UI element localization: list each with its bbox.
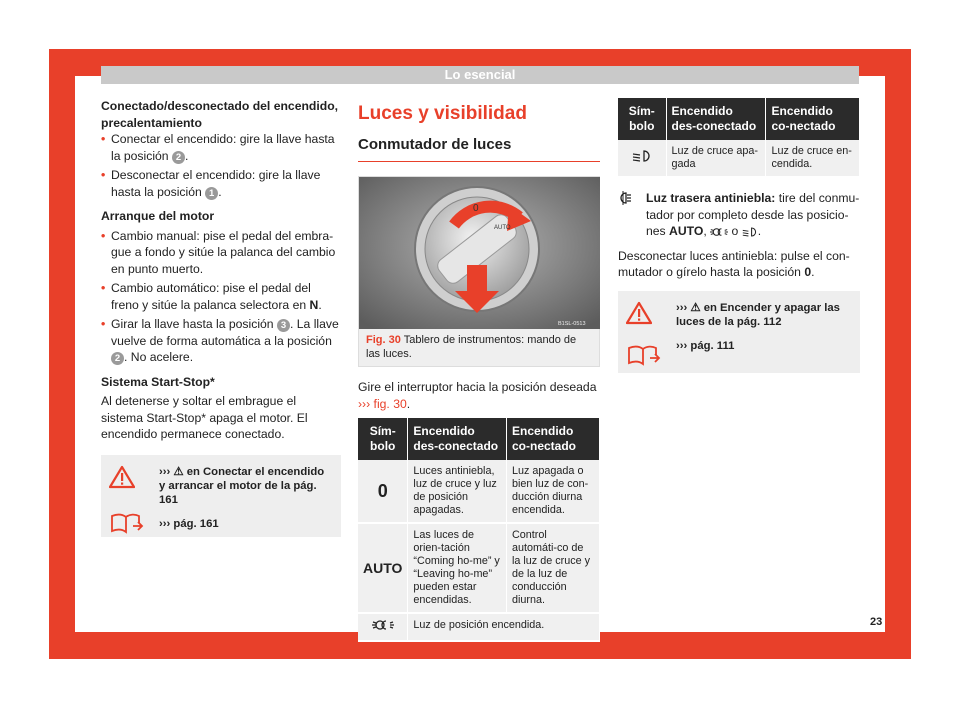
low-beam-icon [742,227,758,237]
figure-light-switch [358,176,600,367]
knob-label-auto: AUTO [494,225,511,231]
table-row [358,523,600,613]
page-reference-link[interactable]: ››› pág. 111 [676,339,735,352]
low-beam-icon [632,150,652,162]
symbol-cell: 0 [358,460,408,523]
side-light-icon [372,619,394,631]
light-switch-image [359,177,600,329]
warning-link[interactable]: ››› ⚠ en Conectar el encendido y arrancar el motor de la pág. 161 [159,465,325,506]
table-header-row [618,98,860,140]
start-stop-text: Al detenerse y soltar el embrague el sistema Start-Stop* apaga el motor. El encendido permanece conectado. [101,394,308,441]
fog-light-paragraph: Luz trasera antiniebla: tire del conmu-tador por completo desde las posicio-nes AUTO, o . [618,190,860,240]
figure-number: Fig. 30 [366,334,401,346]
warning-box [618,291,860,373]
position-number: 2 [172,151,185,164]
table-header: Encendido co-nectado [507,418,600,460]
warning-icon [626,301,652,325]
table-cell: Control automáti-co de la luz de cruce y de la luz de conducción diurna. [507,523,600,613]
warning-icon [109,465,135,489]
table-header: Sím-bolo [618,98,666,140]
book-icon [626,343,662,367]
column-left [101,98,341,537]
bullet-ignition-on: • Conectar el encendido: gire la llave hasta la posición 2 . [101,131,341,164]
table-cell: Las luces de orien-tación “Coming ho-me” y “Leaving ho-me” pueden estar encendidas. [408,523,507,613]
bullet-turn-key: • Girar la llave hasta la posición 3 . La llave vuelve de forma automática a la posición 2 . No acelere. [101,316,341,366]
figure-link[interactable]: ››› fig. 30 [358,396,407,411]
warning-box [101,455,341,537]
table-cell: Luz de cruce en-cendida. [766,140,860,177]
table-header: Encendido des-conectado [666,98,766,140]
table-row [358,460,600,523]
symbol-cell [618,140,666,177]
light-switch-table [358,418,600,642]
bullet-ignition-off: • Desconectar el encendido: gire la llave hasta la posición 1 . [101,167,341,200]
bullet-manual: • Cambio manual: pise el pedal del embra-gue a fondo y sitúe la palanca del cambio en punto muerto. [101,228,341,278]
section-title: Conmutador de luces [358,135,600,162]
book-icon [109,511,145,535]
position-number: 1 [205,187,218,200]
table-header: Sím-bolo [358,418,408,460]
page-reference-link[interactable]: ››› pág. 161 [159,517,219,530]
position-number: 2 [111,352,124,365]
table-header: Encendido co-nectado [766,98,860,140]
fog-off-paragraph: Desconectar luces antiniebla: pulse el con-mutador o gírelo hasta la posición 0. [618,248,850,279]
column-right [618,98,860,373]
intro-text: Gire el interruptor hacia la posición deseada ››› fig. 30. [358,380,597,411]
table-cell: Luz de posición encendida. [408,613,600,641]
chapter-title: Luces y visibilidad [358,103,527,124]
page-header: Lo esencial [101,66,859,84]
table-cell: Luz apagada o bien luz de con-ducción diurna encendida. [507,460,600,523]
section-heading-engine-start: Arranque del motor [101,209,215,223]
knob-label-zero: 0 [473,203,479,214]
side-light-icon [710,227,728,237]
image-code: B1SL-0513 [558,321,586,327]
table-cell: Luz de cruce apa-gada [666,140,766,177]
table-row [358,613,600,641]
column-middle [358,98,600,642]
table-cell: Luces antiniebla, luz de cruce y luz de posición apagadas. [408,460,507,523]
section-heading-ignition: Conectado/desconectado del encendido, precalentamiento [101,99,339,130]
low-beam-table [618,98,860,178]
page-number: 23 [870,616,883,628]
auto-symbol: AUTO [669,224,704,238]
rear-fog-light-icon [618,191,632,205]
table-header: Encendido des-conectado [408,418,507,460]
table-header-row [358,418,600,460]
bullet-automatic: • Cambio automático: pise el pedal del freno y sitúe la palanca selectora en N. [101,280,341,313]
section-heading-start-stop: Sistema Start-Stop* [101,374,215,389]
figure-caption: Fig. 30 Tablero de instrumentos: mando de las luces. [359,329,599,366]
symbol-cell [358,613,408,641]
symbol-cell: AUTO [358,523,408,613]
position-number: 3 [277,319,290,332]
table-row [618,140,860,177]
warning-link[interactable]: ››› ⚠ en Encender y apagar las luces de la pág. 112 [676,301,840,328]
